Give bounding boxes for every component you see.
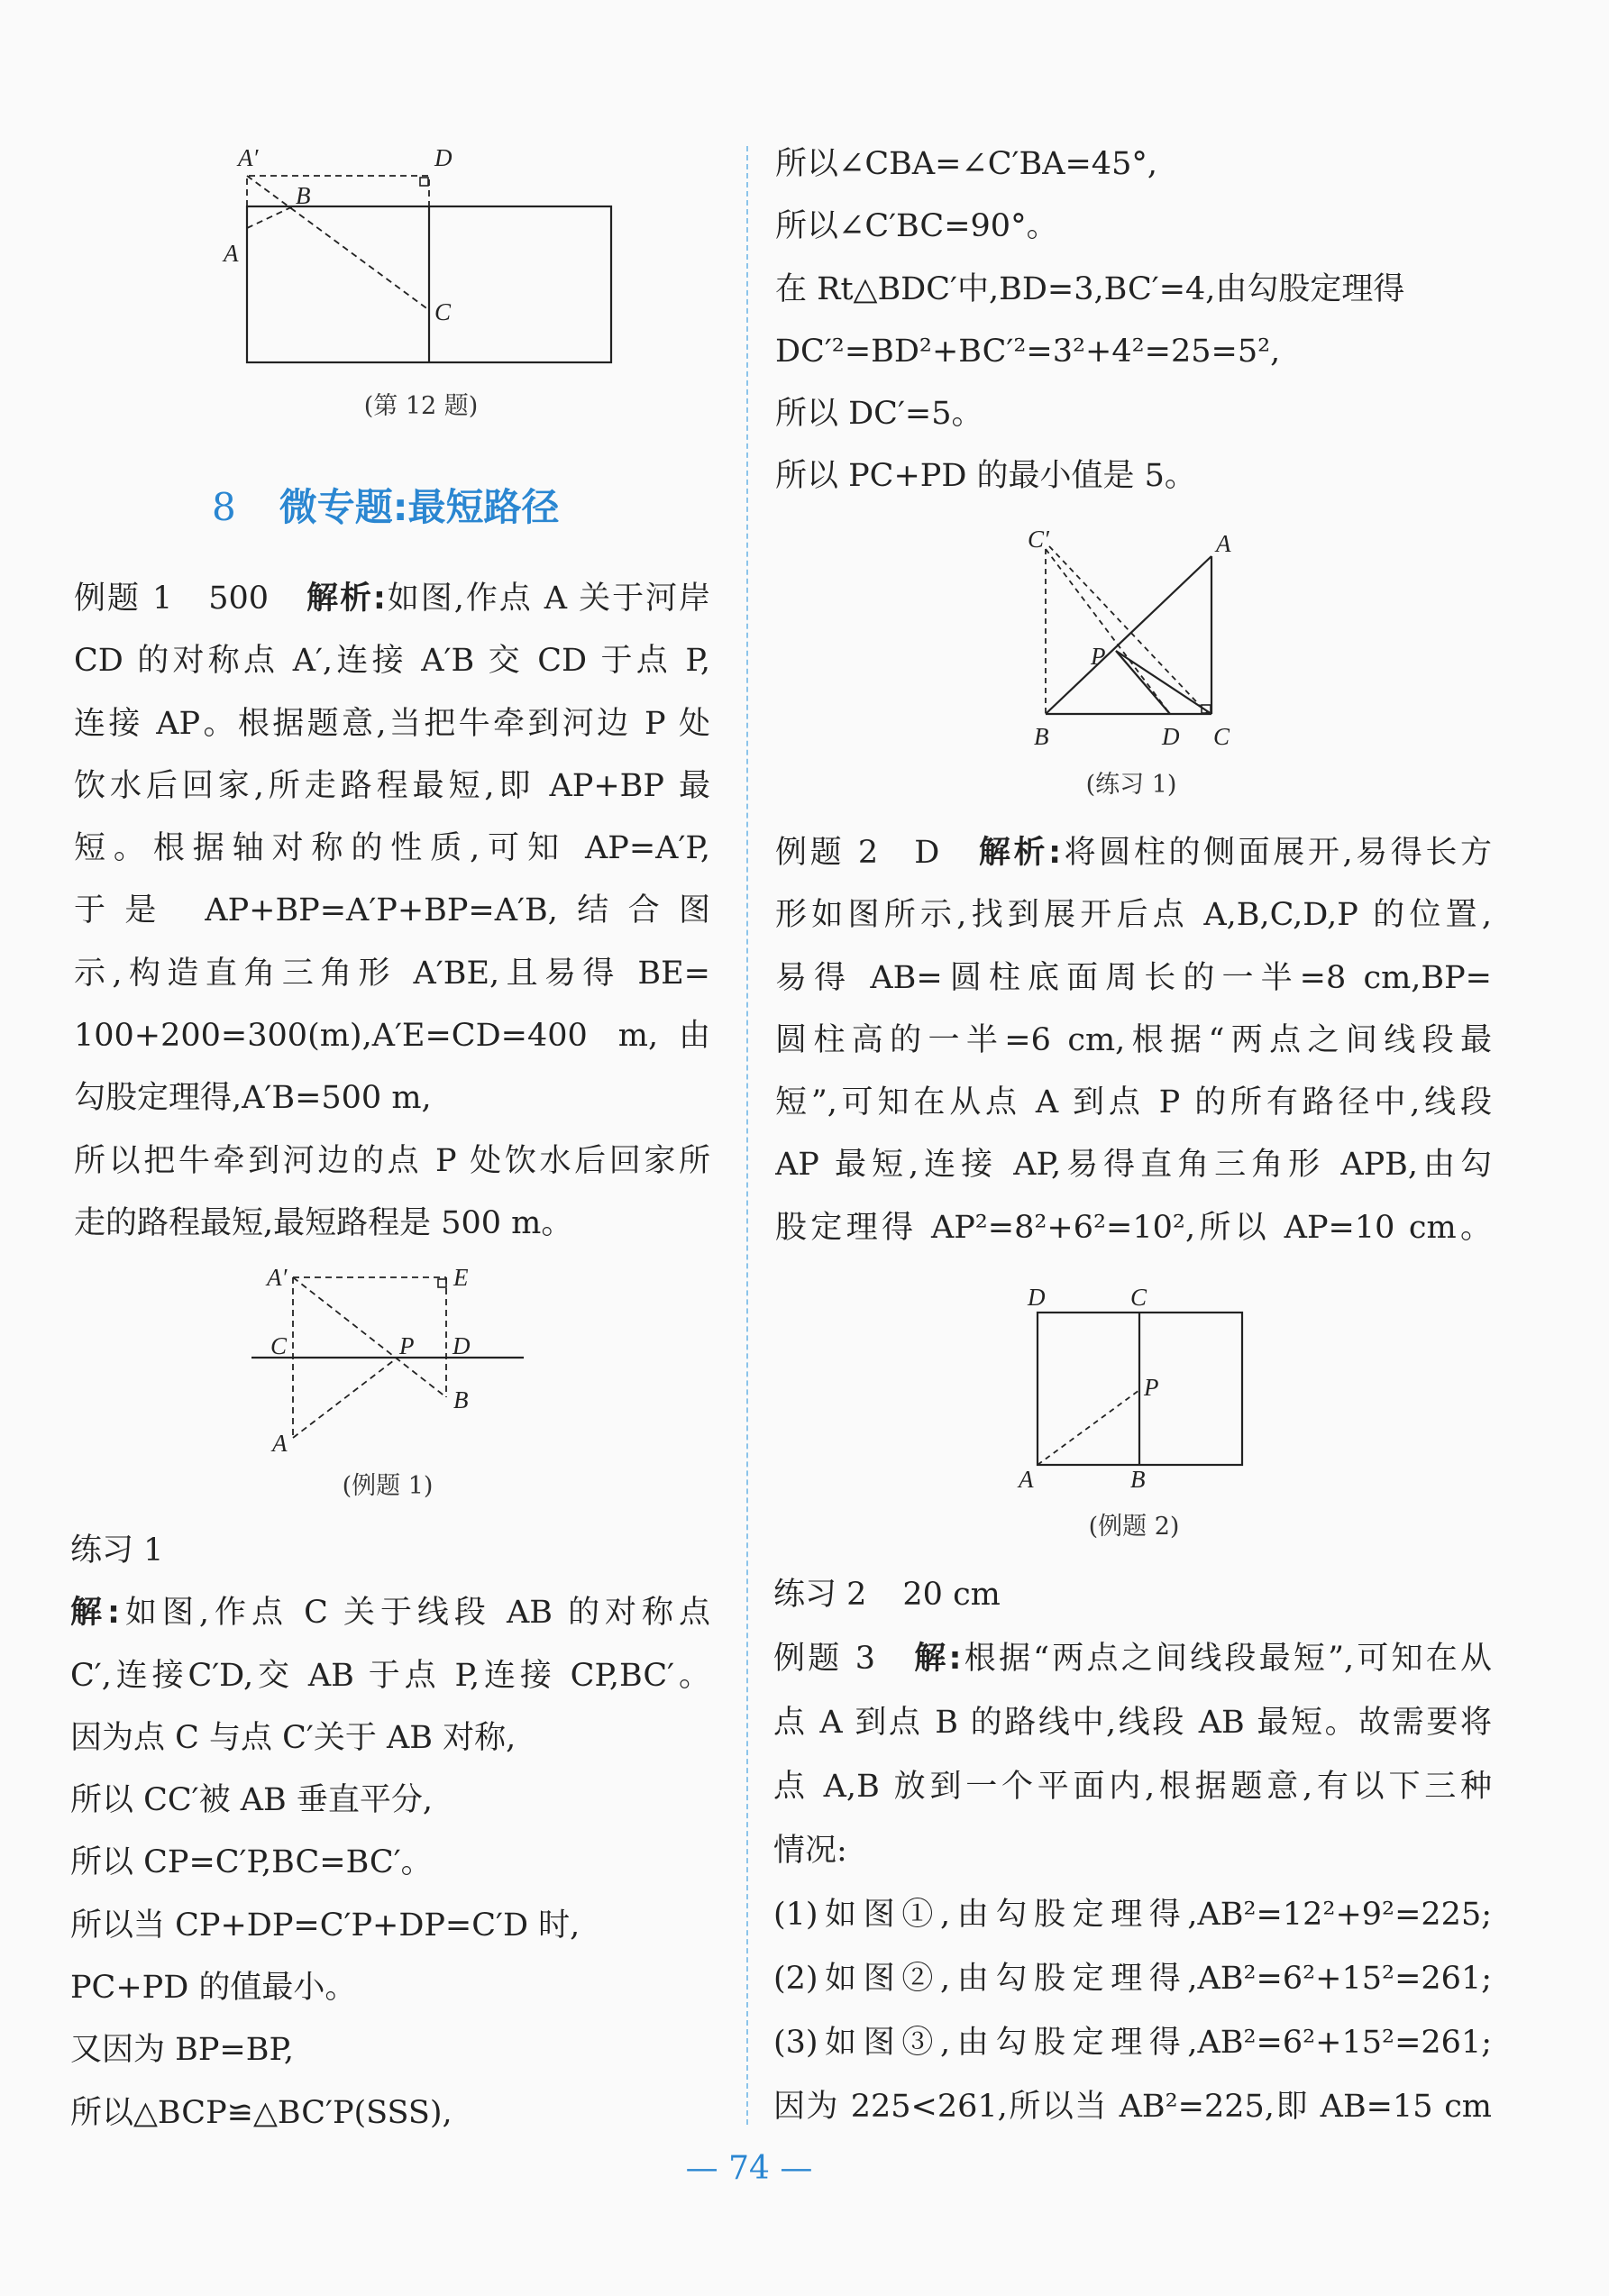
analysis-label: 解析: bbox=[305, 581, 386, 617]
text-line: PC+PD 的值最小。 bbox=[70, 1970, 357, 2007]
text-line: 点 A,B 放到一个平面内,根据题意,有以下三种 bbox=[773, 1769, 1492, 1805]
section-number: 8 bbox=[212, 485, 236, 529]
text-line: 因为点 C 与点 C′关于 AB 对称, bbox=[70, 1719, 517, 1756]
label-a: A bbox=[1216, 530, 1231, 557]
text-line: 所以 CP=C′P,BC=BC′。 bbox=[70, 1844, 433, 1881]
label-d: D bbox=[434, 144, 453, 171]
text-line: 走的路程最短,最短路程是 500 m。 bbox=[74, 1204, 573, 1241]
text-line: 形如图所示,找到展开后点 A,B,C,D,P 的位置, bbox=[775, 897, 1492, 934]
practice-label: 练习 1 bbox=[70, 1532, 164, 1569]
example-label: 例题 2 bbox=[775, 835, 879, 871]
label-a-prime: A′ bbox=[267, 1264, 288, 1291]
text-line: 将圆柱的侧面展开,易得长方 bbox=[1061, 835, 1492, 871]
figure-caption: (例题 1) bbox=[342, 1472, 434, 1500]
label-d: D bbox=[1162, 723, 1180, 750]
solution-label: 解: bbox=[911, 1641, 962, 1677]
text-line: 连接 AP。根据题意,当把牛牵到河边 P 处 bbox=[74, 705, 710, 742]
text-line: 100+200=300(m),A′E=CD=400 m,由 bbox=[74, 1018, 710, 1055]
practice-2-example-3 bbox=[773, 1563, 1492, 2139]
figure-caption: (例题 2) bbox=[1088, 1513, 1180, 1541]
text-line: 所以 DC′=5。 bbox=[775, 396, 983, 433]
text-line: 如图,作点 C 关于线段 AB 的对称点 bbox=[119, 1595, 710, 1632]
text-line: 根据“两点之间线段最短”,可知在从 bbox=[961, 1641, 1492, 1677]
label-p: P bbox=[1144, 1374, 1159, 1401]
text-line: 勾股定理得,A′B=500 m, bbox=[74, 1080, 432, 1117]
text-line: 所以△BCP≌△BC′P(SSS), bbox=[70, 2094, 453, 2131]
answer: D bbox=[914, 835, 940, 871]
label-b: B bbox=[453, 1386, 469, 1413]
label-d: D bbox=[453, 1332, 471, 1359]
text-line: 如图,作点 A 关于河岸 bbox=[385, 581, 710, 617]
label-p: P bbox=[399, 1332, 415, 1359]
section-title-text: 微专题:最短路径 bbox=[279, 485, 560, 529]
label-c: C bbox=[1213, 723, 1230, 750]
label-c-prime: C′ bbox=[1028, 526, 1049, 553]
text-line: 所以 CC′被 AB 垂直平分, bbox=[70, 1782, 434, 1819]
label-c: C bbox=[1130, 1284, 1147, 1311]
text-line: (1)如图①,由勾股定理得,AB²=12²+9²=225; bbox=[773, 1897, 1492, 1933]
label-p: P bbox=[1091, 643, 1106, 670]
answer: 20 cm bbox=[902, 1577, 1001, 1613]
text-line: CD 的对称点 A′,连接 A′B 交 CD 于点 P, bbox=[74, 643, 710, 680]
label-b: B bbox=[1130, 1466, 1146, 1493]
text-line: 情况: bbox=[773, 1833, 847, 1869]
text-line: 易得 AB=圆柱底面周长的一半=8 cm,BP= bbox=[775, 959, 1492, 996]
label-b: B bbox=[1034, 723, 1049, 750]
text-line: 圆柱高的一半=6 cm,根据“两点之间线段最 bbox=[775, 1021, 1492, 1058]
text-line: AP 最短,连接 AP,易得直角三角形 APB,由勾 bbox=[775, 1147, 1492, 1184]
text-line: 短。根据轴对称的性质,可知 AP=A′P, bbox=[74, 830, 710, 867]
text-line: 点 A 到点 B 的路线中,线段 AB 最短。故需要将 bbox=[773, 1705, 1492, 1741]
label-a: A bbox=[1019, 1466, 1034, 1493]
text-line: (3)如图③,由勾股定理得,AB²=6²+15²=261; bbox=[773, 2025, 1492, 2061]
label-b: B bbox=[296, 182, 311, 209]
text-line: 因为 225<261,所以当 AB²=225,即 AB=15 cm bbox=[773, 2089, 1492, 2125]
practice-label: 练习 2 bbox=[773, 1577, 867, 1613]
text-line: 所以当 CP+DP=C′P+DP=C′D 时, bbox=[70, 1907, 581, 1944]
answer: 500 bbox=[208, 581, 270, 617]
label-c: C bbox=[434, 298, 452, 325]
page-number: — 74 — bbox=[685, 2150, 813, 2187]
text-line: 饮水后回家,所走路程最短,即 AP+BP 最 bbox=[74, 767, 710, 804]
practice-2 bbox=[773, 1563, 1492, 1627]
example-label: 例题 1 bbox=[74, 581, 173, 617]
text-line: 股定理得 AP²=8²+6²=10²,所以 AP=10 cm。 bbox=[775, 1209, 1492, 1246]
figure-caption: (练习 1) bbox=[1085, 771, 1177, 799]
example-label: 例题 3 bbox=[773, 1641, 876, 1677]
solution-label: 解: bbox=[70, 1595, 120, 1632]
analysis-label: 解析: bbox=[975, 835, 1062, 871]
text-line: 短”,可知在从点 A 到点 P 的所有路径中,线段 bbox=[775, 1084, 1492, 1121]
text-line: 在 Rt△BDC′中,BD=3,BC′=4,由勾股定理得 bbox=[775, 270, 1405, 307]
text-line: 所以把牛牵到河边的点 P 处饮水后回家所 bbox=[74, 1142, 710, 1179]
text-line: DC′²=BD²+BC′²=3²+4²=25=5², bbox=[775, 333, 1281, 370]
label-a-prime: A′ bbox=[238, 144, 259, 171]
label-a: A bbox=[224, 240, 239, 267]
label-c: C bbox=[270, 1332, 288, 1359]
text-line: C′,连接C′D,交 AB 于点 P,连接 CP,BC′。 bbox=[70, 1657, 710, 1694]
text-line: 示,构造直角三角形 A′BE,且易得 BE= bbox=[74, 955, 710, 992]
label-a: A bbox=[272, 1430, 288, 1457]
label-d: D bbox=[1028, 1284, 1046, 1311]
figure-caption: (第 12 题) bbox=[363, 392, 479, 420]
text-line: 所以∠C′BC=90°。 bbox=[775, 208, 1058, 245]
label-e: E bbox=[453, 1264, 469, 1291]
text-line: 于是 AP+BP=A′P+BP=A′B,结合图 bbox=[74, 892, 710, 929]
text-line: 所以∠CBA=∠C′BA=45°, bbox=[775, 146, 1157, 182]
text-line: 又因为 BP=BP, bbox=[70, 2032, 295, 2069]
text-line: 所以 PC+PD 的最小值是 5。 bbox=[775, 458, 1196, 495]
text-line: (2)如图②,由勾股定理得,AB²=6²+15²=261; bbox=[773, 1961, 1492, 1997]
